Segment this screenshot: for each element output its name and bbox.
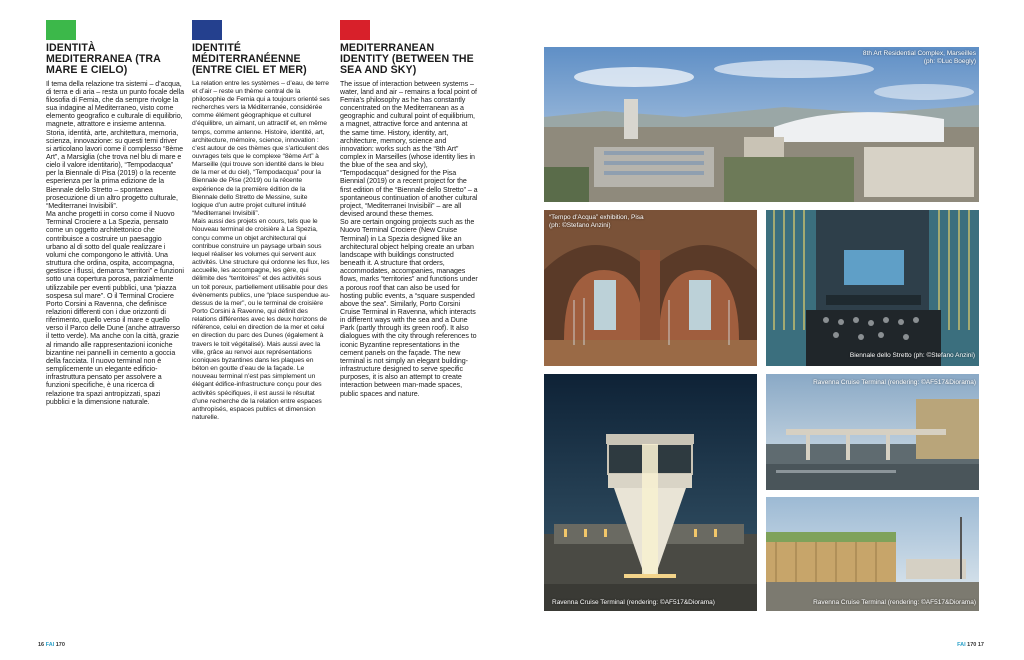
folio-left-issue: 170 <box>55 642 65 648</box>
folio-right-page: 17 <box>977 642 984 648</box>
folio-left <box>38 642 65 648</box>
heading-italian: IDENTITÀ MEDITERRANEA (TRA MARE E CIELO) <box>46 42 161 77</box>
caption-ravenna-bottom: Ravenna Cruise Terminal (rendering: ©AF517&Diorama) <box>813 599 976 606</box>
heading-english: MEDITERRANEAN IDENTITY (BETWEEN THE SEA AND SKY) <box>340 42 474 77</box>
caption-pisa: “Tempo d’Acqua” exhibition, Pisa (ph: ©Stefano Anzini) <box>549 214 644 229</box>
folio-left-brand: FAI <box>45 642 55 648</box>
caption-stretto: Biennale dello Stretto (ph: ©Stefano Anzini) <box>849 352 975 359</box>
body-french: La relation entre les systèmes – d’eau, de terre et d’air – reste un thème central de la philosophie de Femia qui a toujours orienté ses recherches vers la Méditerranée, considérée comme élément géographique et culturel d’équilibre, un aimant, un attractif et, en même temps, comme antenne. Histoire, identité, art, architecture, mémoire, science, innovation : c’est autour de ces thèmes que s’articulent des ouvrages tels que le complexe “8ème Art” à Marseille (qui trouve son identité dans le bleu de la mer et du ciel), “Tempodacqua” pour la Biennale de Pise (2019) ou la récente expérience de la première édition de la Biennale dello Stretto de Messine, suite logique d’un autre projet culturel intitulé “Mediterranei Invisibili”. Mais aussi des projets en cours, tels que le Nouveau terminal de croisière à La Spezia, conçu comme un objet architectural qui contribue construire un paysage urbain sous lequel réaliser les volumes qui servent aux activités. Une structure qui ordonne les flux, les accueille, les accompagne, les gère, qui délimite des “territoires” et des activités sous un toit poreux, partiellement utilisable pour des évènements publics, une “place suspendue au-dessus de la mer”, ou le terminal de croisière Porto Corsini à Ravenne, qui définit des relations différentes avec les deux horizons de référence, celui en direction de la mer et celui en direction du parc des Dunes (également à travers le toit végétalisé). Mais aussi avec la ville, grâce au renvoi aux représentations iconiques byzantines dans les plaques en béton en goutte d’eau de la façade. Le nouveau terminal n’est pas simplement un élégant édifice-infrastructure conçu pour des activités spécifiques, il est aussi le résultat d’une recherche de la relation entre espaces anthropisés, espaces publics et dimension naturelle. <box>192 79 330 422</box>
heading-french: IDENTITÉ MÉDITERRANÉENNE (ENTRE CIEL ET MER) <box>192 42 307 77</box>
folio-right-issue: 170 <box>967 642 977 648</box>
photo-marseille <box>544 47 979 202</box>
caption-ravenna-big: Ravenna Cruise Terminal (rendering: ©AF517&Diorama) <box>552 599 715 606</box>
photo-ravenna-day-1 <box>766 374 979 490</box>
color-swatch-green <box>46 20 76 40</box>
folio-right <box>957 642 984 648</box>
photo-ravenna-day-2 <box>766 497 979 611</box>
body-italian: Il tema della relazione tra sistemi – d’acqua, di terra e di aria – resta un punto focale della filosofia di Femia, che da sempre rivolge la sua indagine al Mediterraneo, visto come elemento geografico e culturale di equilibrio, magnete, attrattore e insieme antenna. Storia, identità, arte, architettura, memoria, scienza, innovazione: su questi temi driver si articolano lavori come il complesso “8ème Art”, a Marsiglia (che trova nel blu di mare e cielo il valore identitario), “Tempodacqua” per la Biennale di Pisa (2019) o la recente esperienza per la prima edizione de la Biennale dello Stretto – spontanea prosecuzione di un altro progetto culturale, “Mediterranei Invisibili”. Ma anche progetti in corso come il Nuovo Terminal Crociere a La Spezia, pensato come un oggetto architettonico che contribuisce a costruire un paesaggio urbano al di sotto del quale realizzare i volumi che compongono le attività. Una struttura che ordina, ospita, accompagna, gestisce i flussi, demarca “territori” e funzioni sotto una copertura porosa, parzialmente utilizzabile per eventi pubblici, una “piazza sospesa sul mare”. O il Terminal Crociere Porto Corsini a Ravenna, che definisce relazioni differenti con i due orizzonti di riferimento, quello verso il mare e quello verso il Parco delle Dune (anche attraverso il tetto verde). Ma anche con la città, grazie al rimando alle rappresentazioni iconiche bizantine nei pannelli in cemento a goccia della facciata. Il nuovo terminal non è semplicemente un elegante edificio-infrastruttura pensato per assolvere a funzioni specifiche, è una ricerca di relazione tra spazi antropizzati, spazi pubblici e la dimensione naturale. <box>46 79 184 406</box>
photo-ravenna-night <box>544 374 757 611</box>
column-italian <box>46 20 184 406</box>
column-french <box>192 20 330 422</box>
column-english <box>340 20 478 398</box>
photo-pisa <box>544 210 757 366</box>
folio-right-brand: FAI <box>957 642 966 648</box>
body-english: The issue of interaction between systems – water, land and air – remains a focal point of Femia’s philosophy as he has constantly concentrated on the Mediterranean as a geographic and cultural point of equilibrium, a magnet, attractive force and antenna at the same time. History, identity, art, architecture, memory, science and innovation: works such as the “8th Art” complex in Marseilles (whose identity lies in the blue of the sea and sky), “Tempodacqua” designed for the Pisa Biennial (2019) or a recent project for the first edition of the “Biennale dello Stretto” – a spontaneous continuation of another cultural project, “Mediterranei Invisibili” – are all devised around these themes. So are certain ongoing projects such as the Nuovo Terminal Crociere (New Cruise Terminal) in La Spezia designed like an architectural object helping create an urban landscape with buildings constructed beneath it. A structure that orders, accommodates, accompanies, manages flows, marks “territories” and functions under a porous roof that can also be used for hosting public events, a “square suspended above the sea”. Similarly, Porto Corsini Cruise Terminal in Ravenna, which interacts in different ways with the sea and a Dune Park (partly through its green roof). It also dialogues with the city through references to iconic Byzantine representations in the cement panels on the façade. The new terminal is not simply an elegant building-infrastructure designed to serve specific purposes, it is also an attempt to create interaction between man-made spaces, public spaces and nature. <box>340 79 478 398</box>
caption-marseille: 8th Art Residential Complex, Marseilles (ph: ©Luc Boegly) <box>862 50 976 65</box>
folio-left-page: 16 <box>38 642 45 648</box>
color-swatch-blue <box>192 20 222 40</box>
color-swatch-red <box>340 20 370 40</box>
photo-stretto <box>766 210 979 366</box>
caption-ravenna-top: Ravenna Cruise Terminal (rendering: ©AF517&Diorama) <box>813 379 976 386</box>
